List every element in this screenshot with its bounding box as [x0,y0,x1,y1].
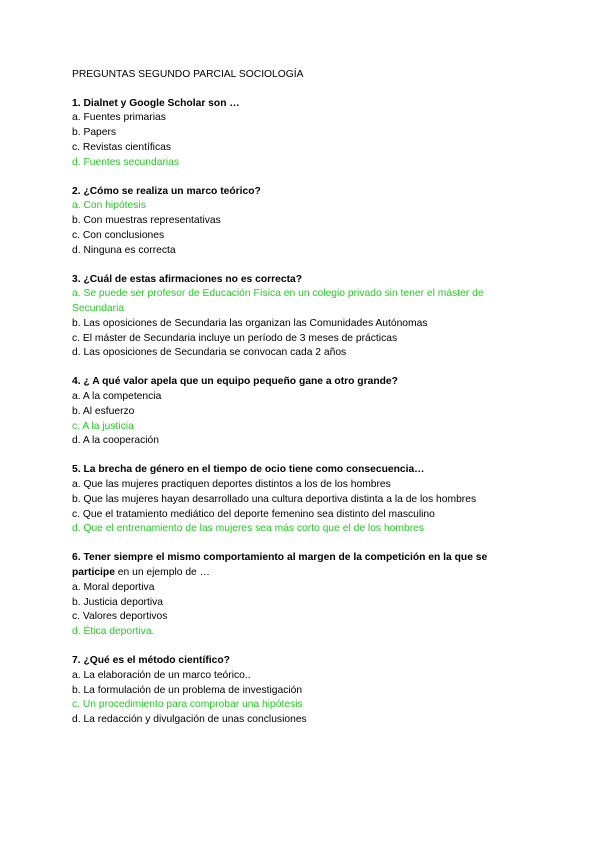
answer-option: a. La elaboración de un marco teórico.. [72,669,251,681]
question-text [72,654,532,669]
question-stem: 6. Tener siempre el mismo comportamiento al margen de la competición en la que se participe [72,552,488,579]
question-7 [72,654,532,728]
answer-option: b. La formulación de un problema de investigación [72,684,303,696]
question-text [72,273,532,288]
question-text [72,375,532,390]
question-2 [72,185,532,259]
answer-option: c. Con conclusiones [72,229,165,241]
question-stem: 5. La brecha de género en el tiempo de ocio tiene como consecuencia… [72,464,425,476]
answer-option: a. Fuentes primarias [72,112,166,124]
answer-option: b. Justicia deportiva [72,596,164,608]
question-text [72,97,532,112]
answer-option: c. Revistas científicas [72,141,171,153]
question-1 [72,97,532,171]
answer-option-correct: a. Con hipótesis [72,200,146,212]
question-text [72,185,532,200]
question-stem: 7. ¿Qué es el método científico? [72,655,230,667]
answer-option: d. Las oposiciones de Secundaria se convocan cada 2 años [72,347,347,359]
question-list [72,97,532,728]
page-title: PREGUNTAS SEGUNDO PARCIAL SOCIOLOGÍA [72,69,304,80]
answer-option: b. Papers [72,127,117,139]
answer-option: a. Moral deportiva [72,581,155,593]
question-5 [72,463,532,537]
question-text [72,551,532,580]
answer-option: c. El máster de Secundaria incluye un período de 3 meses de prácticas [72,332,398,344]
answer-option: a. A la competencia [72,391,162,403]
answer-option: d. A la cooperación [72,435,160,447]
question-text [72,463,532,478]
question-6 [72,551,532,639]
answer-option: c. Valores deportivos [72,611,168,623]
answer-option-correct: c. A la justicia [72,420,134,432]
question-4 [72,375,532,449]
answer-option: a. Que las mujeres practiquen deportes distintos a los de los hombres [72,479,391,491]
question-stem: 1. Dialnet y Google Scholar son … [72,97,240,109]
answer-option-correct: d. Que el entrenamiento de las mujeres sea más corto que el de los hombres [72,523,424,535]
question-stem: 2. ¿Cómo se realiza un marco teórico? [72,185,261,197]
answer-option-correct: d. Fuentes secundarias [72,156,180,168]
question-stem: 3. ¿Cuál de estas afirmaciones no es correcta? [72,273,303,285]
answer-option: b. Las oposiciones de Secundaria las organizan las Comunidades Autónomas [72,317,428,329]
answer-option: d. La redacción y divulgación de unas conclusiones [72,714,307,726]
answer-option: d. Ninguna es correcta [72,244,176,256]
answer-option-correct: c. Un procedimiento para comprobar una hipótesis [72,699,303,711]
answer-option: b. Al esfuerzo [72,405,135,417]
answer-option: b. Que las mujeres hayan desarrollado una cultura deportiva distinta a la de los hombres [72,493,477,505]
answer-option-correct: a. Se puede ser profesor de Educación Física en un colegio privado sin tener el máster de Secundaria [72,288,484,315]
answer-option: b. Con muestras representativas [72,215,221,227]
question-stem: 4. ¿ A qué valor apela que un equipo pequeño gane a otro grande? [72,376,398,388]
question-3 [72,273,532,361]
question-stem-continuation: en un ejemplo de … [114,567,210,579]
answer-option-correct: d. Ética deportiva. [72,626,155,637]
answer-option: c. Que el tratamiento mediático del deporte femenino sea distinto del masculino [72,508,435,520]
document-page [72,68,532,742]
